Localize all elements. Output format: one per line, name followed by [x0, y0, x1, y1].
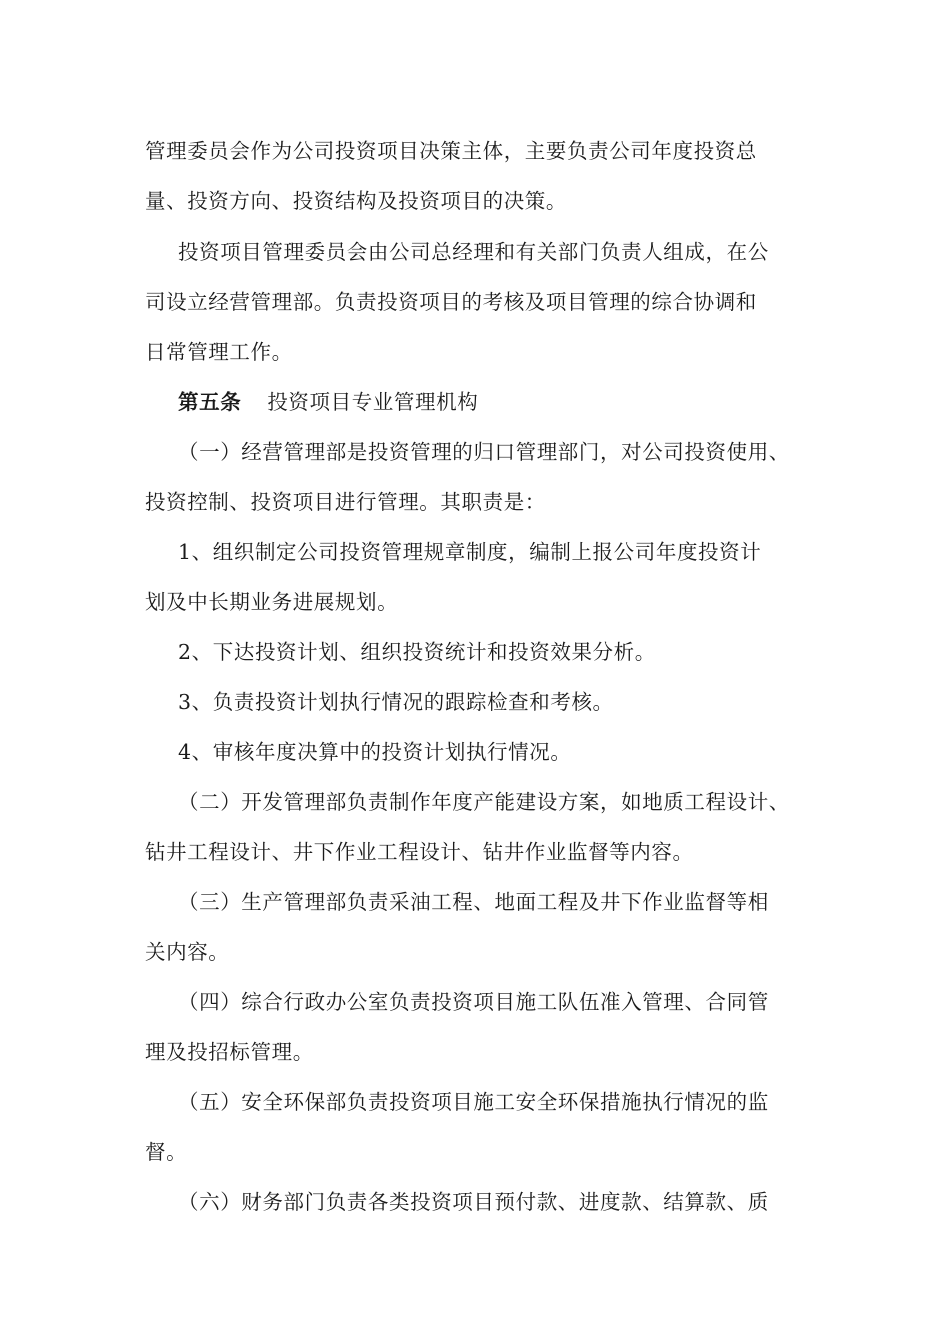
paragraph-line: （五）安全环保部负责投资项目施工安全环保措施执行情况的监 [178, 1090, 769, 1114]
paragraph-line: 督。 [145, 1140, 188, 1164]
paragraph-line: 理及投招标管理。 [145, 1040, 314, 1064]
paragraph-line: 投资控制、投资项目进行管理。其职责是： [145, 490, 546, 514]
paragraph-line: 司设立经营管理部。负责投资项目的考核及项目管理的综合协调和 [145, 290, 757, 314]
article-number: 第五条 [178, 390, 242, 414]
paragraph-line: 关内容。 [145, 940, 230, 964]
paragraph-line: （三）生产管理部负责采油工程、地面工程及井下作业监督等相 [178, 890, 769, 914]
article-title: 投资项目专业管理机构 [267, 390, 479, 414]
paragraph-line: （一）经营管理部是投资管理的归口管理部门，对公司投资使用、 [178, 440, 790, 464]
paragraph-line: 钻井工程设计、井下作业工程设计、钻井作业监督等内容。 [145, 840, 694, 864]
paragraph-line: 日常管理工作。 [145, 340, 293, 364]
paragraph-line: 量、投资方向、投资结构及投资项目的决策。 [145, 189, 567, 213]
paragraph-line: 4、审核年度决算中的投资计划执行情况。 [178, 740, 572, 764]
paragraph-line: 1、组织制定公司投资管理规章制度，编制上报公司年度投资计 [178, 540, 762, 564]
paragraph-line: （四）综合行政办公室负责投资项目施工队伍准入管理、合同管 [178, 990, 769, 1014]
paragraph-line: 投资项目管理委员会由公司总经理和有关部门负责人组成，在公 [178, 240, 769, 264]
paragraph-line: 2、下达投资计划、组织投资统计和投资效果分析。 [178, 640, 656, 664]
paragraph-line: 划及中长期业务进展规划。 [145, 590, 399, 614]
paragraph-line: 管理委员会作为公司投资项目决策主体，主要负责公司年度投资总 [145, 139, 757, 163]
article-heading [178, 388, 478, 416]
paragraph-line: 3、负责投资计划执行情况的跟踪检查和考核。 [178, 690, 614, 714]
paragraph-line: （六）财务部门负责各类投资项目预付款、进度款、结算款、质 [178, 1190, 769, 1214]
paragraph-line: （二）开发管理部负责制作年度产能建设方案，如地质工程设计、 [178, 790, 790, 814]
